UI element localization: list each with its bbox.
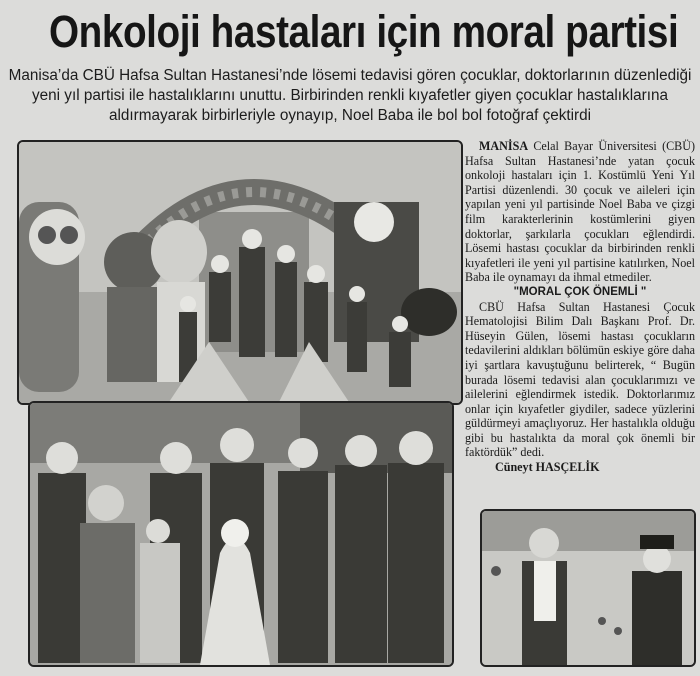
article-body [465,139,695,475]
costumed-doctors-photo [480,509,696,667]
subheading: "MORAL ÇOK ÖNEMLİ " [513,285,647,298]
body-paragraph-1 [465,139,695,285]
dateline: MANİSA [479,139,529,153]
byline: Cüneyt HASÇELİK [495,460,600,475]
party-group-photo [17,140,463,405]
article-deck: Manisa’da CBÜ Hafsa Sultan Hastanesi’nde lösemi tedavisi gören çocuklar, doktorlarının düzenlediği yeni yıl partisi ile hastalıklarını unuttu. Birbirinden renkli kıyafetler giyen çocuklar hastalıklarına aldırmayarak birbirleriyle oynayıp, Noel Baba ile bol bol fotoğraf çektirdi [8,67,692,124]
paragraph-1-text: Celal Bayar Üniversitesi (CBÜ) Hafsa Sultan Hastanesi’nde yatan çocuk onkoloji hastaları için 1. Kostümlü Yeni Yıl Partisi düzenlendi. 30 çocuk ve aileleri için yapılan yeni yıl partisinde Noel Baba ve çizgi film karakterlerinin kostümlerini giyen doktorlar, şarkılarla çocukları eğlendirdi. Lösemi hastası çocuklar da birbirinden renkli kıyafetleri ile yeni yıl partisine katılırken, Noel Baba ile oynamayı da ihmal etmediler. [465,139,695,285]
body-paragraph-2: CBÜ Hafsa Sultan Hastanesi Çocuk Hematolojisi Bilim Dalı Başkanı Prof. Dr. Hüseyin Gülen, lösemi hastası çocukların tedavilerini aldıkları bölümün eskiye göre daha iyi şartlara kavuştuğunu belirterek, “ Bugün burada lösemi tedavisi alan çocuklarımızı ve ailelerini eğlendirmek istedik. Doktorlarımız onlar için kıyafetler giydiler, sadece yüzlerini güldürmeyi amaçlıyoruz. Her hastalıkla olduğu gibi bu hastalıkta da moral çok önemli bir faktördük” dedi. [465,299,695,460]
doctors-children-photo [28,401,454,667]
headline: Onkoloji hastaları için moral partisi [49,6,679,57]
